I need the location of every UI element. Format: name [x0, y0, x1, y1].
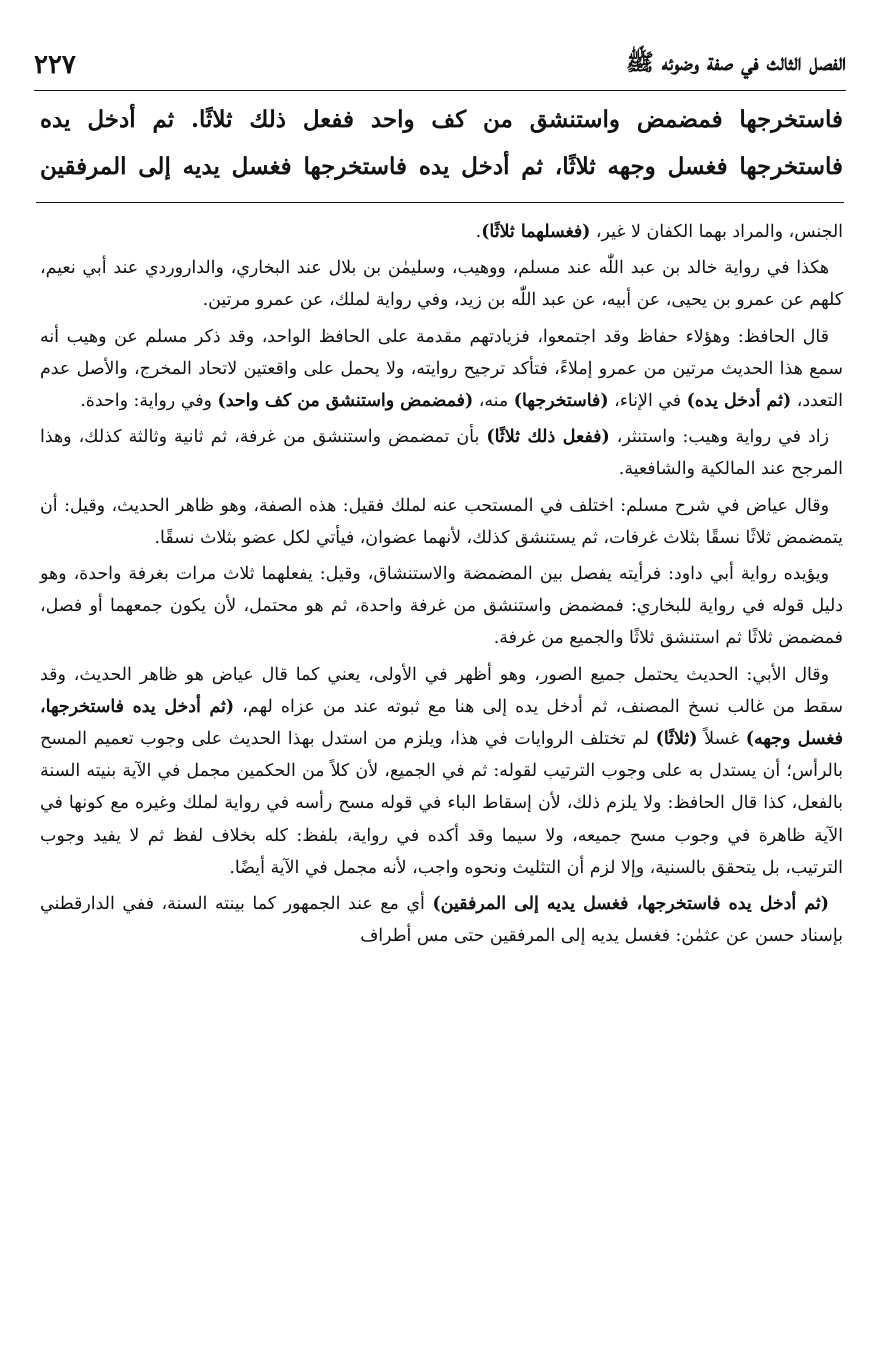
- commentary-text: ويؤيده رواية أبي داود: فرأيته يفصل بين المضمضة والاستنشاق، وقيل: يفعلهما ثلاث مرات بغرفة واحدة، وهو دليل قوله في رواية للبخاري: فمضمض واستنشق من غرفة واحدة، ثم هو محتمل، لأن يكون جمعهما أو فصل، فمضمض ثلاثًا ثم استنشق ثلاثًا والجميع من غرفة.: [40, 564, 843, 649]
- commentary-paragraph: [40, 216, 843, 248]
- page-number: ٢٢٧: [34, 50, 76, 80]
- commentary-text: وقال الأبي: الحديث يحتمل جميع الصور، وهو أظهر في الأولى، يعني كما قال عياض هو ظاهر الحديث، وقد سقط من غالب نسخ المصنف، ثم أدخل يده إلى هنا مع ثبوته عند من عزاه لهم،: [40, 664, 843, 717]
- running-header: [34, 40, 846, 91]
- hadith-line: فاستخرجها فغسل وجهه ثلاثًا، ثم أدخل يده فاستخرجها فغسل يديه إلى المرفقين: [40, 153, 843, 180]
- commentary-text: أي مع عند الجمهور كما بينته السنة، ففي الدارقطني بإسناد حسن عن عثمٰن: فغسل يديه إلى المرفقين حتى مس أطراف: [40, 894, 843, 947]
- commentary-text: منه،: [473, 391, 514, 412]
- footnote-separator: [36, 202, 844, 203]
- hadith-line: فاستخرجها فمضمض واستنشق من كف واحد ففعل ذلك ثلاثًا. ثم أدخل يده: [40, 106, 843, 133]
- commentary-text: هكذا في رواية خالد بن عبد اللّٰه عند مسلم، ووهيب، وسليمٰن بن بلال عند البخاري، والداروردي عند أبي نعيم، كلهم عن عمرو بن يحيى، عن أبيه، عن عبد اللّٰه بن زيد، وفي رواية لملك، عن عمرو مرتين.: [40, 258, 843, 311]
- quoted-hadith-phrase: (فغسلهما ثلاثًا): [481, 222, 591, 242]
- commentary-text: قال الحافظ: وهؤلاء حفاظ وقد اجتمعوا، فزيادتهم مقدمة على الحافظ الواحد، وقد ذكر مسلم عن وهيب أنه سمع هذا الحديث مرتين من عمرو إملاءً، فتأكد ترجيح روايته، ولا يحمل على واقعتين لاتحاد المخرج، والأصل عدم التعدد،: [40, 326, 843, 412]
- quoted-hadith-phrase: (ففعل ذلك ثلاثًا): [486, 427, 610, 448]
- commentary-paragraph: [40, 888, 843, 952]
- commentary-paragraph: [40, 558, 843, 655]
- chapter-title: الفصل الثالث في صفة وضوئه ﷺ: [625, 49, 846, 76]
- commentary-text: لم تختلف الروايات في هذا، ويلزم من استدل بهذا الحديث على وجوب تعميم المسح بالرأس؛ أن يستدل به على وجوب الترتيب لقوله: ثم في الجميع، لأن كلاً من الحكمين مجمل في الآية بنيته السنة بالفعل، كذا قال الحافظ: ولا يلزم ذلك، لأن إسقاط الباء في قوله مسح رأسه في رواية لملك وغيره مع كونها في الآية ظاهرة في وجوب مسح جميعه، ولا سيما وقد أكده في رواية، بلفظ: كله بخلاف لفظ ثم لا يفيد وجوب الترتيب، بل يتحقق بالسنية، وإلا لزم أن التثليث ونحوه واجب، لأنه مجمل في الآية أيضًا.: [40, 729, 843, 878]
- quoted-hadith-phrase: (ثم أدخل يده): [686, 391, 792, 412]
- commentary-text: وقال عياض في شرح مسلم: اختلف في المستحب عنه لملك فقيل: هذه الصفة، وهو ظاهر الحديث، وقيل: أن يتمضمض ثلاثًا نسقًا بثلاث غرفات، ثم يستنشق كذلك، لأنهما عضوان، فيأتي لكل عضو بثلاث نسقًا.: [40, 495, 843, 548]
- commentary-paragraph: [40, 659, 843, 884]
- hadith-text: [40, 96, 843, 190]
- commentary-text: .: [475, 222, 482, 242]
- quoted-hadith-phrase: (فمضمض واستنشق من كف واحد): [217, 391, 474, 412]
- commentary-text: غسلاً: [697, 729, 746, 750]
- commentary: [40, 216, 843, 956]
- commentary-text: الجنس، والمراد بهما الكفان لا غير،: [590, 222, 843, 242]
- commentary-text: في الإناء،: [608, 391, 687, 412]
- commentary-text: بأن تمضمض واستنشق من غرفة، ثم ثانية وثالثة كذلك، وهذا المرجح عند المالكية والشافعية.: [40, 427, 843, 480]
- commentary-paragraph: [40, 252, 843, 316]
- quoted-hadith-phrase: (ثلاثًا): [655, 729, 698, 750]
- quoted-hadith-phrase: (فاستخرجها): [513, 391, 609, 412]
- commentary-text: وفي رواية: واحدة.: [80, 391, 218, 412]
- quoted-hadith-phrase: (ثم أدخل يده فاستخرجها، فغسل يديه إلى المرفقين): [432, 894, 829, 915]
- commentary-paragraph: [40, 490, 843, 554]
- commentary-text: زاد في رواية وهيب: واستنثر،: [609, 427, 829, 448]
- quoted-hadith-phrase: (ثم أدخل يده فاستخرجها، فغسل وجهه): [40, 696, 843, 750]
- commentary-paragraph: [40, 321, 843, 418]
- commentary-paragraph: [40, 421, 843, 485]
